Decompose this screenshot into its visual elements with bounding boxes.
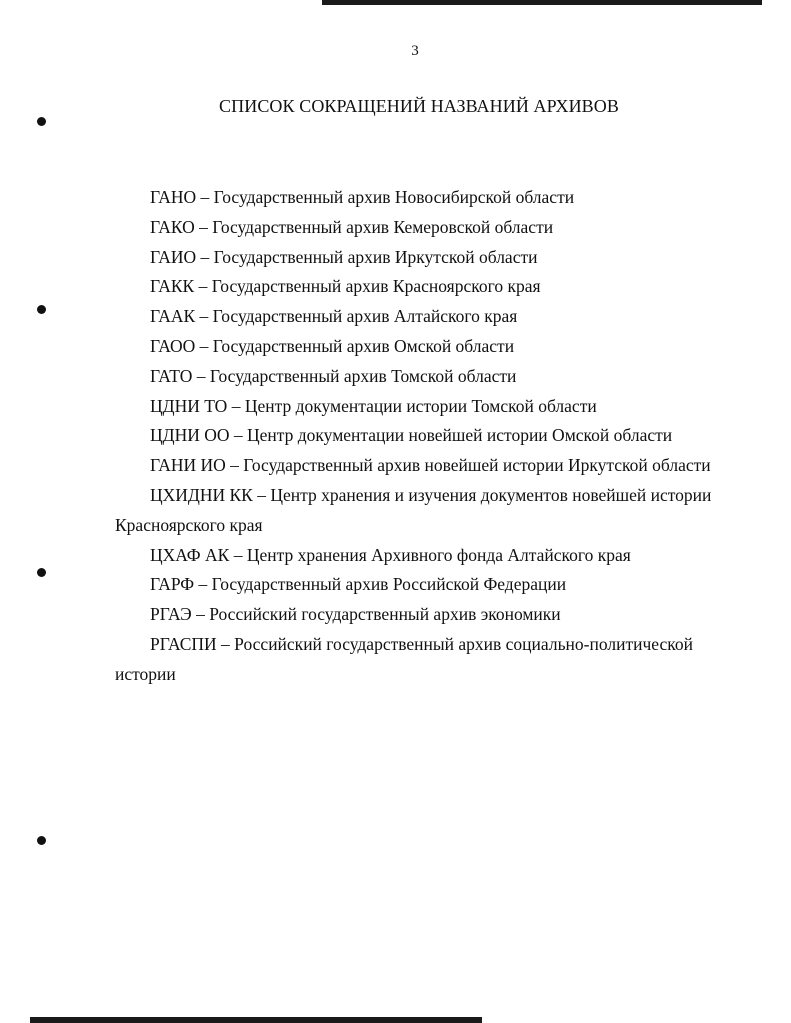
separator-dash: – [229,425,248,446]
archive-full-name: Центр документации новейшей истории Омской области [247,425,673,446]
abbreviation-code: ГАРФ [150,574,195,595]
abbreviation-code: ГАТО [150,365,193,386]
abbreviation-code: РГАСПИ [150,633,217,654]
archive-full-name: Центр документации истории Томской области [244,395,597,416]
separator-dash: – [225,455,244,476]
archive-full-name: Государственный архив Российской Федерации [211,574,567,595]
archive-full-name: Государственный архив Омской области [212,335,515,356]
archive-full-name: Государственный архив Иркутской области [213,246,538,267]
abbreviation-code: ЦДНИ ОО [150,425,230,446]
abbreviation-entry [115,213,735,243]
punch-hole-mark [37,305,46,314]
archive-full-name: Государственный архив Новосибирской области [213,187,575,207]
abbreviation-code: ГААК [150,306,196,327]
abbreviation-entry [115,302,735,332]
separator-dash: – [194,276,212,297]
abbreviation-code: ГАНИ ИО [150,455,226,476]
abbreviation-entry [115,332,735,362]
abbreviation-code: ГАКО [150,216,195,237]
punch-hole-mark [37,117,46,126]
separator-dash: – [216,633,235,654]
abbreviation-code: ГАКК [150,276,195,297]
abbreviation-entry [115,421,735,451]
punch-hole-mark [37,568,46,577]
archive-full-name: Государственный архив Алтайского края [212,306,518,327]
scan-edge-top [322,0,762,5]
abbreviation-entry [115,243,735,273]
abbreviation-entry [115,570,735,600]
page-title: СПИСОК СОКРАЩЕНИЙ НАЗВАНИЙ АРХИВОВ [219,96,619,116]
archive-full-name: Центр хранения и изучения документов новейшей истории Красноярского края [115,484,712,535]
separator-dash: – [195,306,213,327]
abbreviation-entry [115,392,735,422]
abbreviation-code: РГАЭ [150,604,192,625]
archive-full-name: Центр хранения Архивного фонда Алтайского края [246,544,631,565]
archive-full-name: Государственный архив Томской области [209,365,517,386]
archive-full-name: Российский государственный архив социально-политической истории [115,633,693,684]
separator-dash: – [229,544,247,565]
separator-dash: – [194,574,212,595]
page-number: 3 [411,43,419,59]
abbreviation-entry [115,600,735,630]
abbreviation-code: ЦХИДНИ КК [150,484,253,505]
separator-dash: – [196,187,214,207]
abbreviation-code: ЦДНИ ТО [150,395,228,416]
abbreviation-entry [115,451,735,481]
archive-full-name: Государственный архив Кемеровской области [212,216,554,237]
abbreviation-entry [115,183,735,213]
abbreviation-code: ГАНО [150,187,197,207]
abbreviation-code: ЦХАФ АК [150,544,230,565]
punch-hole-mark [37,836,46,845]
archive-full-name: Российский государственный архив экономики [209,604,561,625]
separator-dash: – [195,335,213,356]
archive-full-name: Государственный архив новейшей истории Иркутской области [243,455,711,476]
abbreviation-entry [115,481,735,541]
separator-dash: – [227,395,245,416]
abbreviation-code: ГАОО [150,335,196,356]
abbreviation-entry [115,541,735,571]
separator-dash: – [252,484,271,505]
separator-dash: – [191,604,210,625]
separator-dash: – [196,246,214,267]
scan-edge-bottom [30,1017,482,1023]
abbreviation-entry [115,630,735,690]
separator-dash: – [194,216,213,237]
abbreviation-code: ГАИО [150,246,197,267]
archive-full-name: Государственный архив Красноярского края [211,276,541,297]
abbreviation-entry [115,272,735,302]
abbreviation-entry [115,362,735,392]
separator-dash: – [192,365,210,386]
abbreviation-list [115,183,735,690]
